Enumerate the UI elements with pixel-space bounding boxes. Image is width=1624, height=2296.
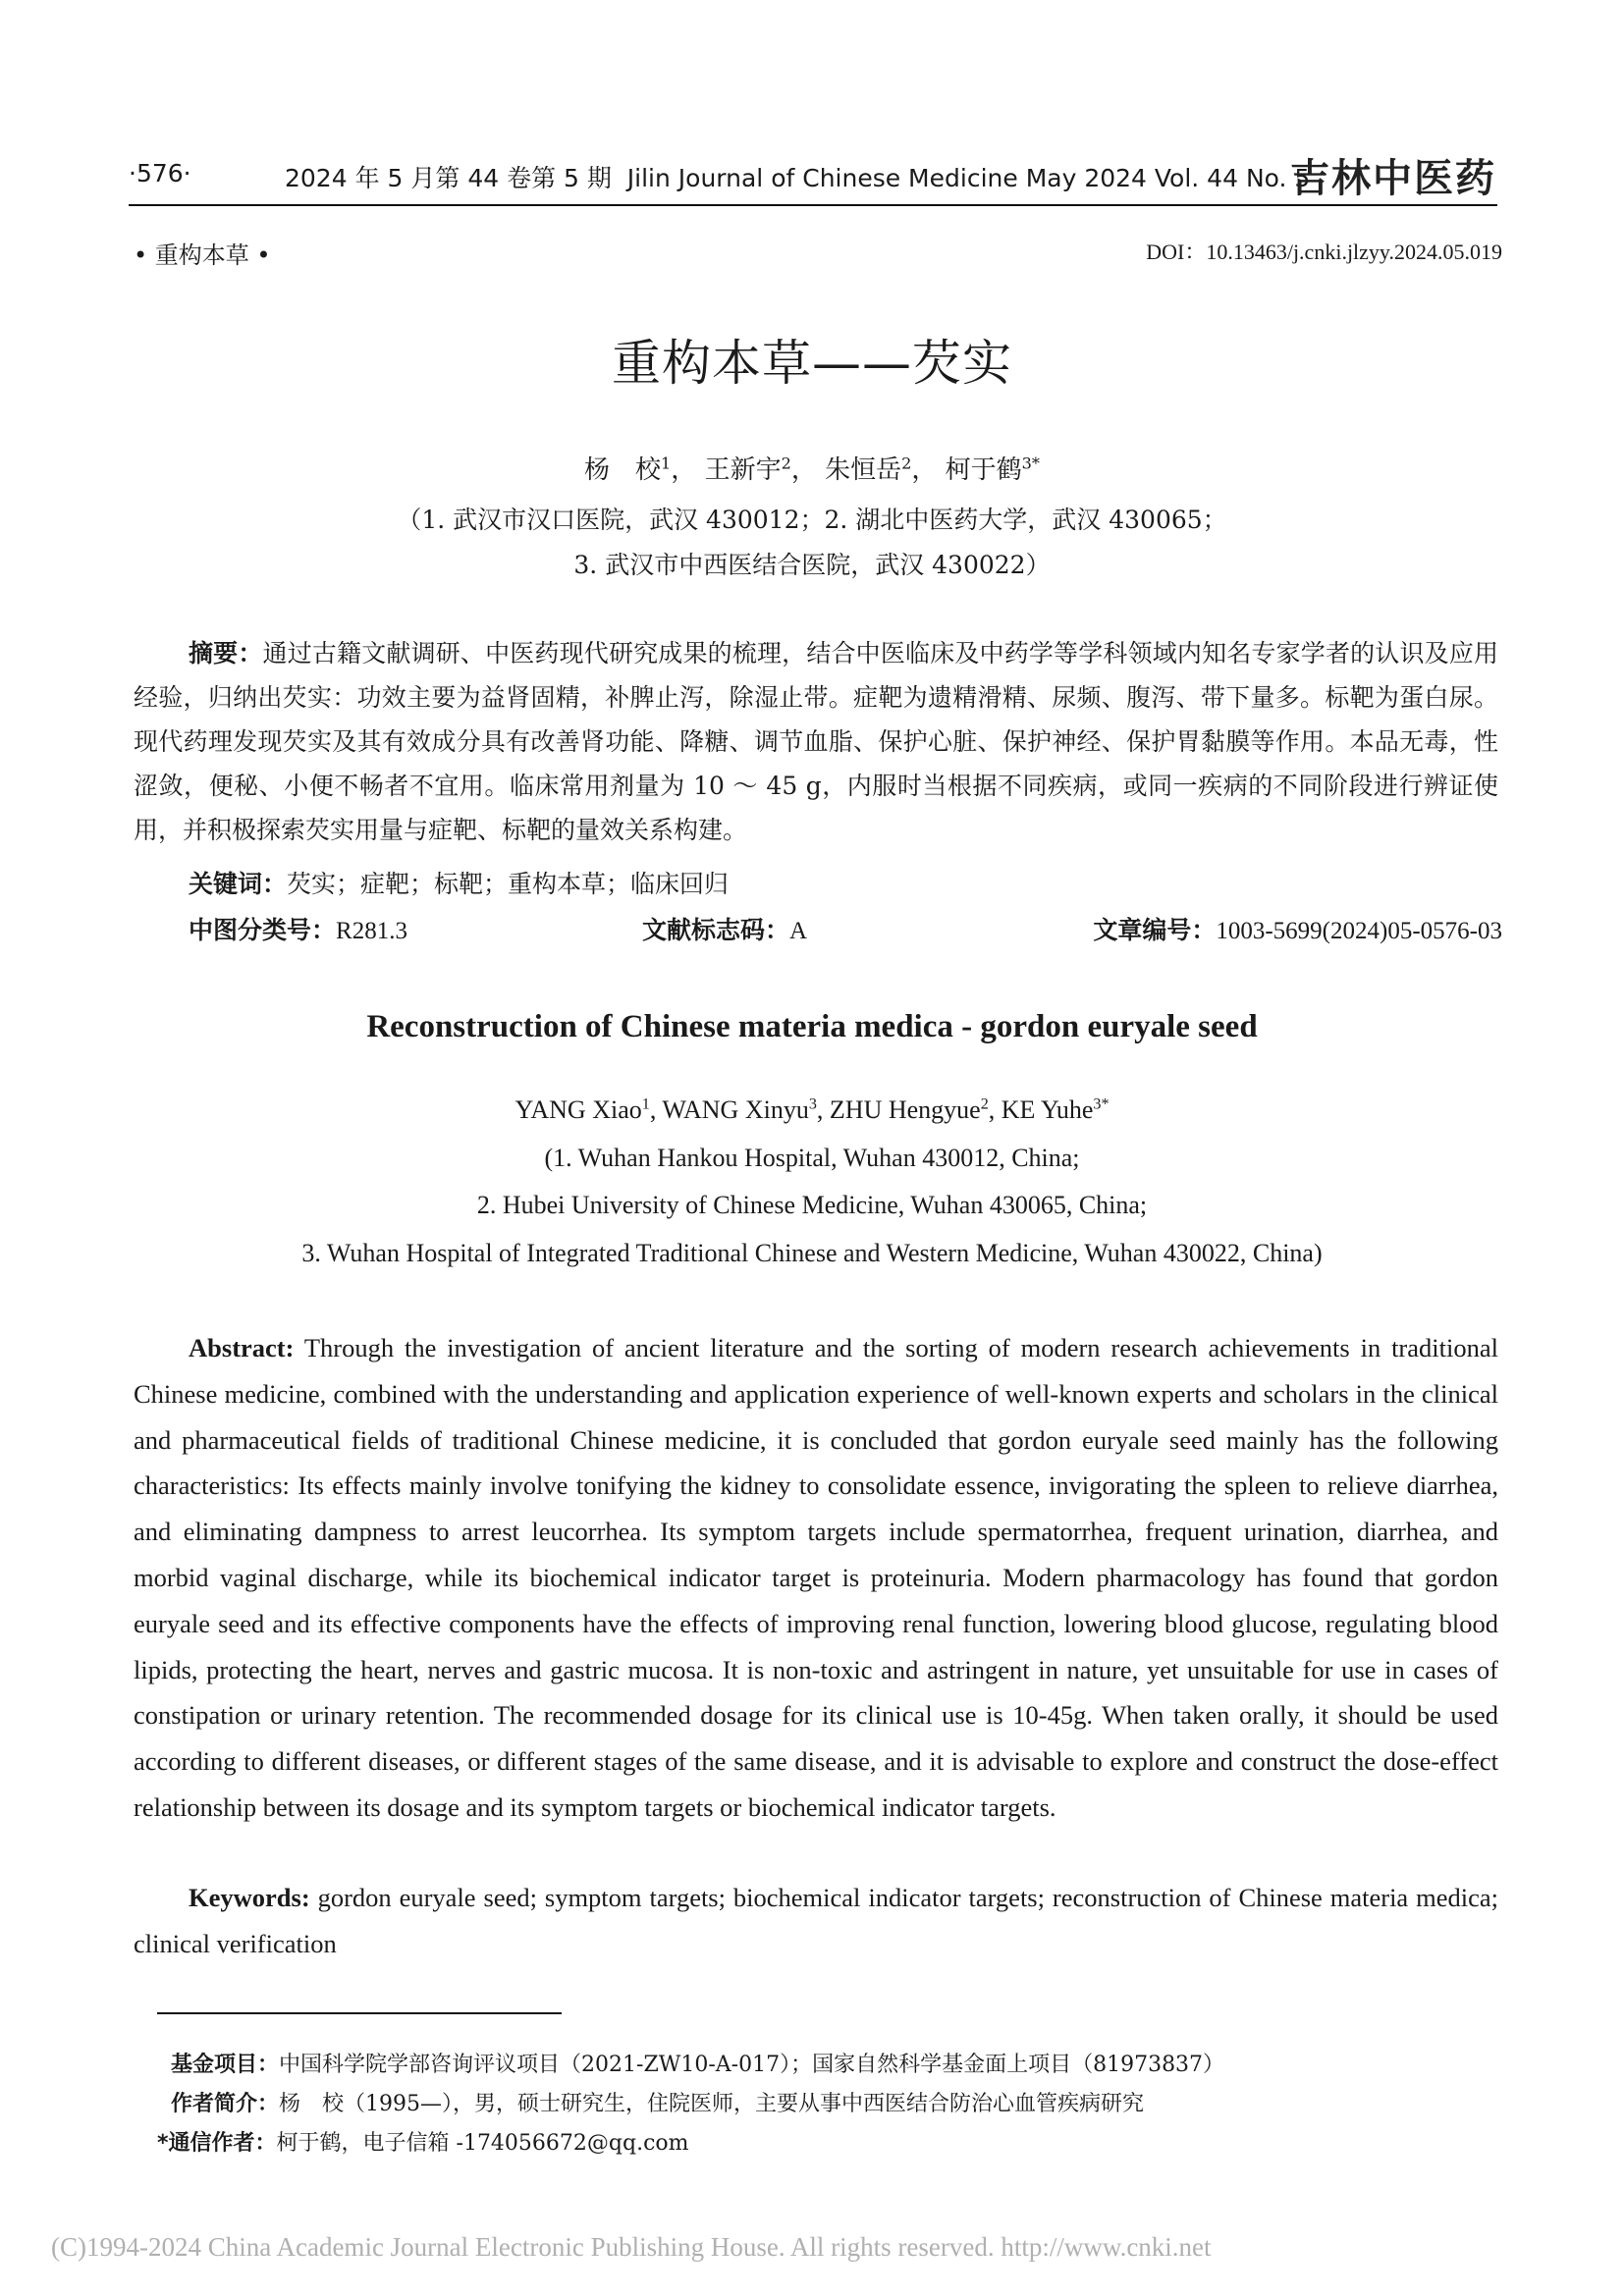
author-sup: 3* [1021, 454, 1040, 473]
column-label: • 重构本草 • [134, 241, 271, 269]
clc-value: R281.3 [336, 918, 407, 944]
footnote-label: *通信作者： [157, 2131, 277, 2156]
journal-issue [285, 159, 1310, 194]
journal-issue-en: Jilin Journal of Chinese Medicine May 2024 Vol. 44 No. 5 [626, 164, 1311, 192]
title-en: Reconstruction of Chinese materia medica - gordon euryale seed [366, 1009, 1258, 1044]
page-number: ·576· [129, 159, 191, 187]
keywords-en-label: Keywords: [189, 1883, 310, 1912]
affiliation-en: (1. Wuhan Hankou Hospital, Wuhan 430012, China; [544, 1144, 1080, 1172]
authors-en [0, 1095, 1624, 1125]
journal-issue-cn: 2024 年 5 月第 44 卷第 5 期 [285, 164, 612, 192]
author-en-sep: , [649, 1095, 663, 1124]
keywords-en [134, 1875, 1498, 1967]
author-sup: 2 [901, 454, 912, 473]
footnote-funding [171, 2048, 1224, 2078]
author-en-sup: 1 [641, 1095, 650, 1113]
author-sep: ， [790, 455, 817, 485]
footnote-label: 作者简介： [171, 2092, 280, 2116]
footnote-divider [157, 2012, 562, 2014]
clc-number [189, 911, 407, 946]
keywords-cn [189, 865, 1498, 900]
footnote-author-bio [171, 2087, 1144, 2117]
author-en: ZHU Hengyue [829, 1095, 981, 1124]
doi[interactable]: DOI：10.13463/j.cnki.jlzyy.2024.05.019 [1146, 240, 1502, 264]
author-sup: 1 [661, 454, 672, 473]
footnote-text: 杨 校（1995—），男，硕士研究生，住院医师，主要从事中西医结合防治心血管疾病研究 [279, 2092, 1145, 2116]
author: 柯于鹤 [945, 455, 1022, 485]
author-en-sup: 3* [1093, 1095, 1110, 1113]
author-sep: ， [671, 455, 697, 485]
author: 杨 校 [584, 455, 662, 485]
keywords-cn-label: 关键词： [189, 870, 288, 898]
affiliation-cn: （1. 武汉市汉口医院，武汉 430012；2. 湖北中医药大学，武汉 430065； [397, 506, 1227, 534]
abstract-en-label: Abstract: [189, 1333, 295, 1362]
header-divider [129, 204, 1497, 206]
author-en: WANG Xinyu [662, 1095, 809, 1124]
footnote-text: 中国科学院学部咨询评议项目（2021-ZW10-A-017）；国家自然科学基金面上项目（81973837） [279, 2053, 1225, 2077]
art-value: 1003-5699(2024)05-0576-03 [1216, 918, 1502, 944]
footnote-label: 基金项目： [171, 2053, 280, 2077]
footnote-corresponding [157, 2126, 689, 2157]
author-en: YANG Xiao [514, 1095, 642, 1124]
affiliation-cn: 3. 武汉市中西医结合医院，武汉 430022） [573, 551, 1051, 579]
author-en: KE Yuhe [1001, 1095, 1094, 1124]
author-en-sup: 3 [808, 1095, 817, 1113]
author-sup: 2 [781, 454, 791, 473]
author: 王新宇 [704, 455, 782, 485]
author-en-sep: , [988, 1095, 1001, 1124]
copyright-notice: (C)1994-2024 China Academic Journal Electronic Publishing House. All rights reserved. http://www.cnki.net [51, 2232, 1212, 2262]
footnote-text[interactable]: 柯于鹤，电子信箱 -174056672@qq.com [276, 2131, 689, 2156]
author: 朱恒岳 [825, 455, 902, 485]
keywords-cn-text: 芡实；症靶；标靶；重构本草；临床回归 [287, 870, 730, 898]
author-en-sep: , [816, 1095, 830, 1124]
author-en-sup: 2 [980, 1095, 989, 1113]
doc-value: A [789, 918, 808, 944]
keywords-en-text: gordon euryale seed; symptom targets; biochemical indicator targets; reconstruction of Chinese materia medica; clinical verification [134, 1883, 1499, 1958]
abstract-cn [134, 631, 1498, 852]
abstract-en-text: Through the investigation of ancient literature and the sorting of modern research achievements in traditional Chinese medicine, combined with the understanding and application experience of well-known experts and scholars in the clinical and pharmaceutical fields of traditional Chinese medicine, it is concluded that gordon euryale seed mainly has the following characteristics: Its effects mainly involve tonifying the kidney to consolidate essence, invigorating the spleen to relieve diarrhea, and eliminating dampness to arrest leucorrhea. Its symptom targets include spermatorrhea, frequent urination, diarrhea, and morbid vaginal discharge, while its biochemical indicator target is proteinuria. Modern pharmacology has found that gordon euryale seed and its effective components have the effects of improving renal function, lowering blood glucose, regulating blood lipids, protecting the heart, nerves and gastric mucosa. It is non-toxic and astringent in nature, yet unsuitable for use in cases of constipation or urinary retention. The recommended dosage for its clinical use is 10-45g. When taken orally, it should be used according to different diseases, or different stages of the same disease, and it is advisable to explore and construct the dose-effect relationship between its dosage and its symptom targets or biochemical indicator targets. [134, 1333, 1498, 1822]
affiliation-en: 2. Hubei University of Chinese Medicine, Wuhan 430065, China; [476, 1191, 1148, 1219]
authors-cn [0, 450, 1624, 486]
author-sep: ， [911, 455, 938, 485]
clc-label: 中图分类号： [189, 916, 337, 944]
abstract-en [134, 1325, 1498, 1831]
title-cn: 重构本草——芡实 [612, 335, 1012, 392]
doc-label: 文献标志码： [642, 916, 790, 944]
abstract-cn-label: 摘要： [189, 639, 263, 667]
affiliation-en: 3. Wuhan Hospital of Integrated Traditional Chinese and Western Medicine, Wuhan 430022, China) [301, 1239, 1323, 1267]
article-number [1093, 911, 1502, 946]
journal-logo: 吉林中医药 [1290, 155, 1496, 201]
art-label: 文章编号： [1093, 916, 1217, 944]
abstract-cn-text: 通过古籍文献调研、中医药现代研究成果的梳理，结合中医临床及中药学等学科领域内知名专家学者的认识及应用经验，归纳出芡实：功效主要为益肾固精，补脾止泻，除湿止带。症靶为遗精滑精、尿频、腹泻、带下量多。标靶为蛋白尿。现代药理发现芡实及其有效成分具有改善肾功能、降糖、调节血脂、保护心脏、保护神经、保护胃黏膜等作用。本品无毒，性涩敛，便秘、小便不畅者不宜用。临床常用剂量为 10 ～ 45 g，内服时当根据不同疾病，或同一疾病的不同阶段进行辨证使用，并积极探索芡实用量与症靶、标靶的量效关系构建。 [134, 639, 1498, 844]
document-code [642, 911, 807, 946]
